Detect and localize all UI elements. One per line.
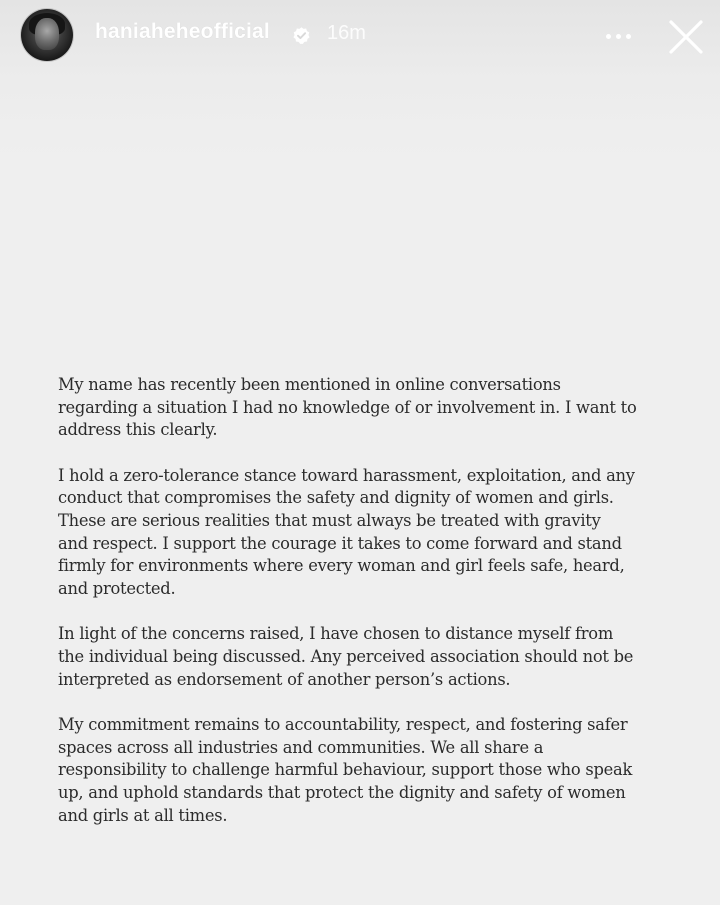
verified-badge-icon [292,26,311,45]
more-options-icon[interactable] [598,22,638,50]
statement-line: and girls at all times. [58,805,228,825]
statement-line: These are serious realities that must always be treated with gravity [58,510,601,530]
ellipsis-dot [616,34,621,39]
statement-line: address this clearly. [58,420,218,440]
ellipsis-dot [606,34,611,39]
statement-line: up, and uphold standards that protect the dignity and safety of women [58,782,626,802]
statement-line: and protected. [58,578,176,598]
avatar[interactable] [21,9,73,61]
close-icon[interactable] [666,17,706,57]
ellipsis-dot [626,34,631,39]
statement-text [58,374,678,850]
statement-line: interpreted as endorsement of another person’s actions. [58,669,511,689]
statement-line: In light of the concerns raised, I have chosen to distance myself from [58,624,614,644]
story-header [0,0,720,74]
avatar-face [35,18,59,50]
statement-line: conduct that compromises the safety and dignity of women and girls. [58,488,614,508]
statement-line: My commitment remains to accountability, respect, and fostering safer [58,715,628,735]
statement-line: the individual being discussed. Any perceived association should not be [58,646,634,666]
statement-line: firmly for environments where every woman and girl feels safe, heard, [58,556,625,576]
statement-paragraph [58,623,678,691]
statement-line: My name has recently been mentioned in online conversations [58,375,561,394]
statement-paragraph [58,465,678,601]
statement-line: responsibility to challenge harmful behaviour, support those who speak [58,760,633,780]
statement-line: regarding a situation I had no knowledge of or involvement in. I want to [58,397,637,417]
statement-line: and respect. I support the courage it takes to come forward and stand [58,533,622,553]
statement-paragraph [58,374,678,442]
statement-line: I hold a zero-tolerance stance toward harassment, exploitation, and any [58,465,635,485]
statement-paragraph [58,714,678,827]
username-link[interactable]: haniaheheofficial [95,20,270,43]
statement-line: spaces across all industries and communities. We all share a [58,737,544,757]
post-timestamp: 16m [327,22,366,44]
